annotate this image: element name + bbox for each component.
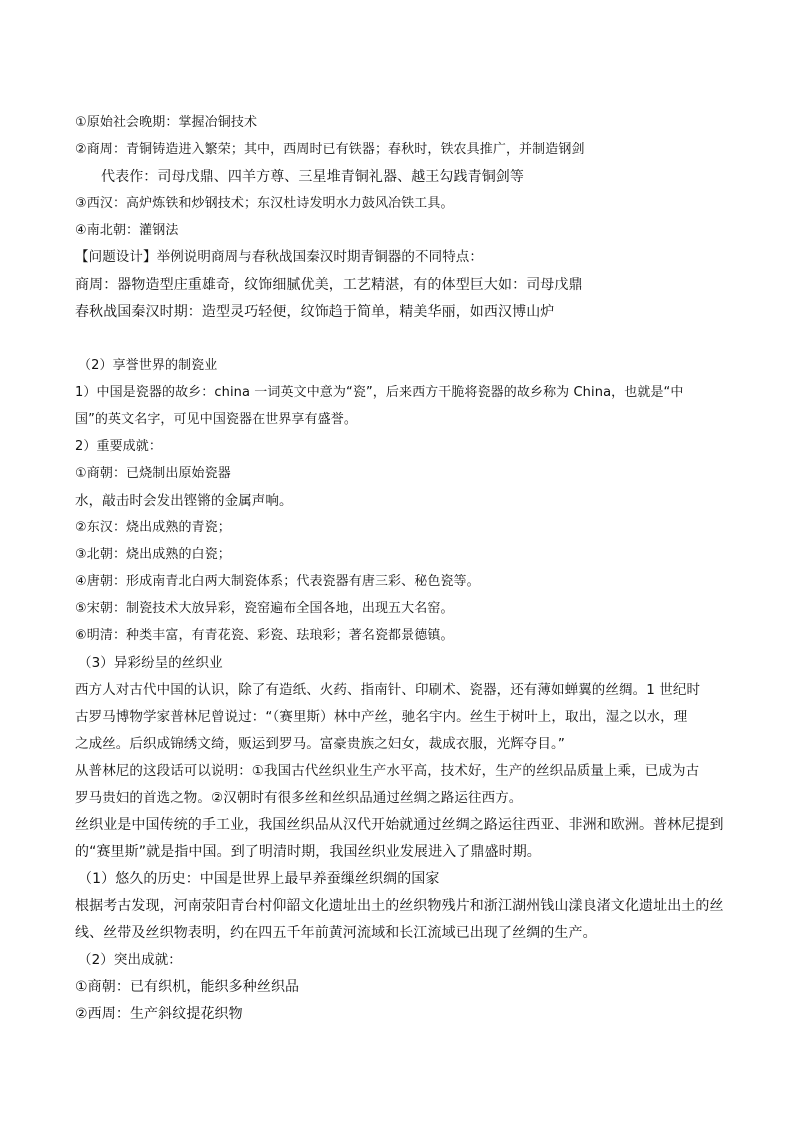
porcelain-ming-qing: ⑥明清：种类丰富，有青花瓷、彩瓷、珐琅彩；著名瓷都景德镇。	[75, 628, 454, 643]
porcelain-paragraph-line-1: 1）中国是瓷器的故乡：china 一词英文中意为“瓷”，后来西方干脆将瓷器的故乡称为 China，也就是“中	[75, 385, 684, 400]
silk-explanation-line-1: 从普林尼的这段话可以说明：①我国古代丝织业生产水平高，技术好，生产的丝织品质量上乘，已成为古	[75, 763, 700, 779]
shang-zhou-bronze-features: 商周：器物造型庄重雄奇，纹饰细腻优美，工艺精湛，有的体型巨大如：司母戊鼎	[75, 277, 583, 293]
porcelain-song: ⑤宋朝：制瓷技术大放异彩，瓷窑遍布全国各地，出现五大名窑。	[75, 601, 454, 616]
silk-tradition-line-2: 的“赛里斯”就是指中国。到了明清时期，我国丝织业发展进入了鼎盛时期。	[75, 844, 541, 860]
bronze-stage-primitive: ①原始社会晚期：掌握冶铜技术	[75, 115, 258, 130]
silk-shang: ①商朝：已有织机，能织多种丝织品	[75, 979, 300, 995]
question-design: 【问题设计】举例说明商周与春秋战国秦汉时期青铜器的不同特点：	[75, 249, 483, 265]
porcelain-section-heading: （2）享誉世界的制瓷业	[78, 358, 218, 373]
bronze-representative-works: 代表作：司母戊鼎、四羊方尊、三星堆青铜礼器、越王勾践青铜剑等	[101, 169, 524, 185]
silk-history-heading: （1）悠久的历史：中国是世界上最早养蚕缫丝织绸的国家	[78, 871, 440, 887]
porcelain-northern-dynasty: ③北朝：烧出成熟的白瓷；	[75, 547, 231, 562]
silk-paragraph-line-3: 之成丝。后织成锦绣文绮，贩运到罗马。富豪贵族之妇女，裁成衣服，光辉夺目。”	[75, 736, 565, 752]
steel-stage-northern-southern: ④南北朝：灌钢法	[75, 223, 179, 238]
porcelain-sound-line: 水，敲击时会发出铿锵的金属声响。	[75, 493, 293, 509]
silk-achievements-heading: （2）突出成就：	[78, 952, 182, 968]
qin-han-bronze-features: 春秋战国秦汉时期：造型灵巧轻便，纹饰趋于简单，精美华丽，如西汉博山炉	[75, 304, 555, 320]
silk-explanation-line-2: 罗马贵妇的首选之物。②汉朝时有很多丝和丝织品通过丝绸之路运往西方。	[75, 790, 523, 806]
porcelain-achievements-heading: 2）重要成就：	[75, 439, 162, 454]
silk-section-heading: （3）异彩纷呈的丝织业	[78, 655, 223, 671]
silk-archaeology-line-2: 线、丝带及丝织物表明，约在四五千年前黄河流域和长江流域已出现了丝绸的生产。	[75, 925, 597, 941]
porcelain-paragraph-line-2: 国”的英文名字，可见中国瓷器在世界享有盛誉。	[75, 412, 357, 427]
porcelain-eastern-han: ②东汉：烧出成熟的青瓷；	[75, 520, 231, 535]
silk-tradition-line-1: 丝织业是中国传统的手工业，我国丝织品从汉代开始就通过丝绸之路运往西亚、非洲和欧洲。普林尼提到	[75, 817, 724, 833]
silk-paragraph-line-1: 西方人对古代中国的认识，除了有造纸、火药、指南针、印刷术、瓷器，还有薄如蝉翼的丝绸。1 世纪时	[75, 682, 701, 698]
silk-archaeology-line-1: 根据考古发现，河南荥阳青台村仰韶文化遗址出土的丝织物残片和浙江湖州钱山漾良渚文化遗址出土的丝	[75, 898, 724, 914]
iron-stage-han: ③西汉：高炉炼铁和炒钢技术；东汉杜诗发明水力鼓风冶铁工具。	[75, 196, 454, 211]
bronze-stage-shang-zhou: ②商周：青铜铸造进入繁荣；其中，西周时已有铁器；春秋时，铁农具推广，并制造钢剑	[75, 142, 585, 157]
porcelain-tang: ④唐朝：形成南青北白两大制瓷体系；代表瓷器有唐三彩、秘色瓷等。	[75, 574, 480, 589]
porcelain-shang: ①商朝：已烧制出原始瓷器	[75, 466, 231, 481]
silk-paragraph-line-2: 古罗马博物学家普林尼曾说过：“（赛里斯）林中产丝，驰名宇内。丝生于树叶上，取出，湿之以水，理	[75, 709, 688, 725]
silk-western-zhou: ②西周：生产斜纹提花织物	[75, 1006, 243, 1022]
